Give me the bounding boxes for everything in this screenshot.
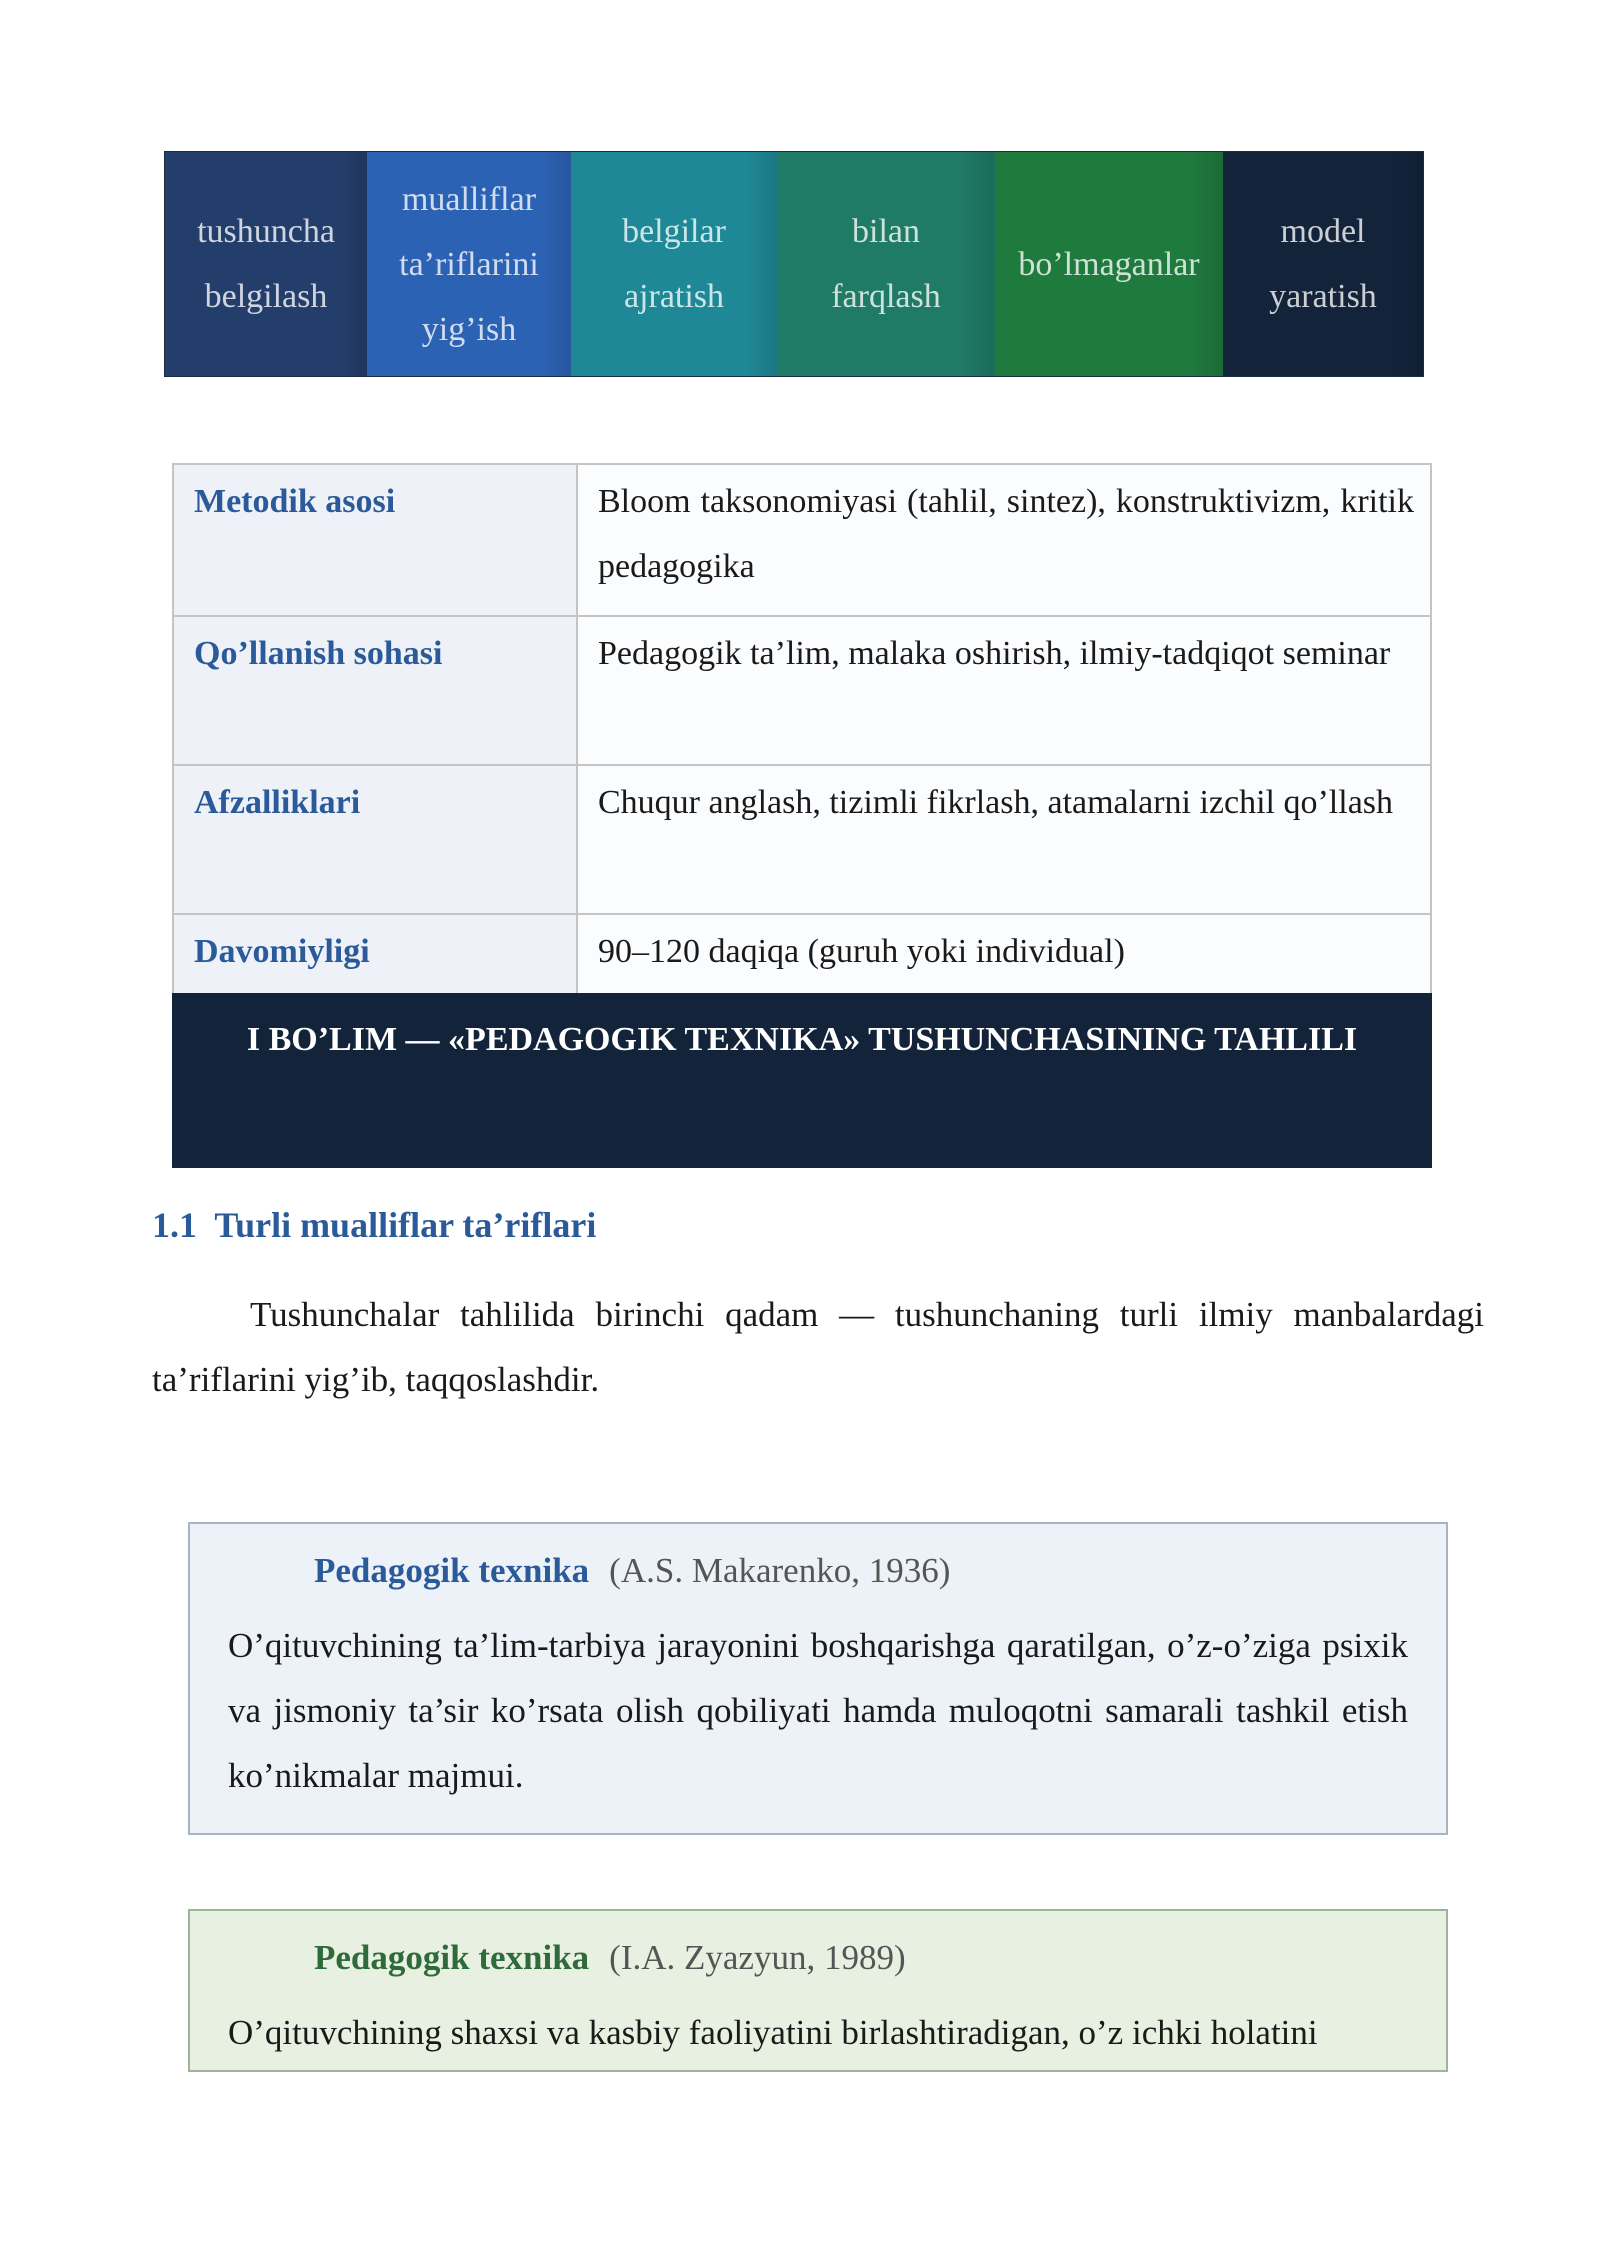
step-1: tushuncha belgilash	[165, 152, 367, 376]
definition-title	[228, 1925, 1408, 1990]
definition-author: (I.A. Zyazyun, 1989)	[609, 1938, 906, 1977]
subsection-heading	[152, 1195, 596, 1255]
definition-text: O’qituvchining ta’lim-tarbiya jarayonini boshqarishga qaratilgan, o’z-o’ziga psixik va jismoniy ta’sir ko’rsata olish qobiliyati hamda muloqotni samarali tashkil etish ko’nikmalar majmui.	[228, 1626, 1408, 1795]
definition-card-zyazyun	[188, 1909, 1448, 2072]
table-row	[173, 914, 1431, 998]
info-key: Afzalliklari	[173, 765, 577, 914]
info-value: Pedagogik ta’lim, malaka oshirish, ilmiy-tadqiqot seminar	[577, 616, 1431, 765]
table-row	[173, 765, 1431, 914]
definition-term: Pedagogik texnika	[314, 1551, 590, 1590]
table-row	[173, 616, 1431, 765]
info-value: 90–120 daqiqa (guruh yoki individual)	[577, 914, 1431, 998]
step-4: bilan farqlash	[777, 152, 995, 376]
method-info-table	[172, 463, 1432, 999]
info-key: Metodik asosi	[173, 464, 577, 616]
info-key: Davomiyligi	[173, 914, 577, 998]
info-key: Qo’llanish sohasi	[173, 616, 577, 765]
step-2: mualliflar ta’riflarini yig’ish	[367, 152, 571, 376]
info-value: Bloom taksonomiyasi (tahlil, sintez), konstruktivizm, kritik pedagogika	[577, 464, 1431, 616]
intro-paragraph: Tushunchalar tahlilida birinchi qadam — tushunchaning turli ilmiy manbalardagi ta’riflarini yig’ib, taqqoslashdir.	[152, 1295, 1484, 1399]
info-value: Chuqur anglash, tizimli fikrlash, atamalarni izchil qo’llash	[577, 765, 1431, 914]
step-5: bo’lmaganlar	[995, 152, 1223, 376]
process-steps-banner	[164, 151, 1424, 377]
definition-title	[228, 1538, 1408, 1603]
subsection-number: 1.1	[152, 1205, 197, 1245]
step-6: model yaratish	[1223, 152, 1423, 376]
definition-card-makarenko	[188, 1522, 1448, 1835]
definition-author: (A.S. Makarenko, 1936)	[609, 1551, 951, 1590]
subsection-title: Turli mualliflar ta’riflari	[214, 1205, 597, 1245]
step-3: belgilar ajratish	[571, 152, 777, 376]
definition-text: O’qituvchining shaxsi va kasbiy faoliyatini birlashtiradigan, o’z ichki holatini	[228, 2013, 1318, 2052]
definition-term: Pedagogik texnika	[314, 1938, 590, 1977]
table-row	[173, 464, 1431, 616]
section-title: I BO’LIM — «PEDAGOGIK TEXNIKA» TUSHUNCHASINING TAHLILI	[172, 993, 1432, 1168]
